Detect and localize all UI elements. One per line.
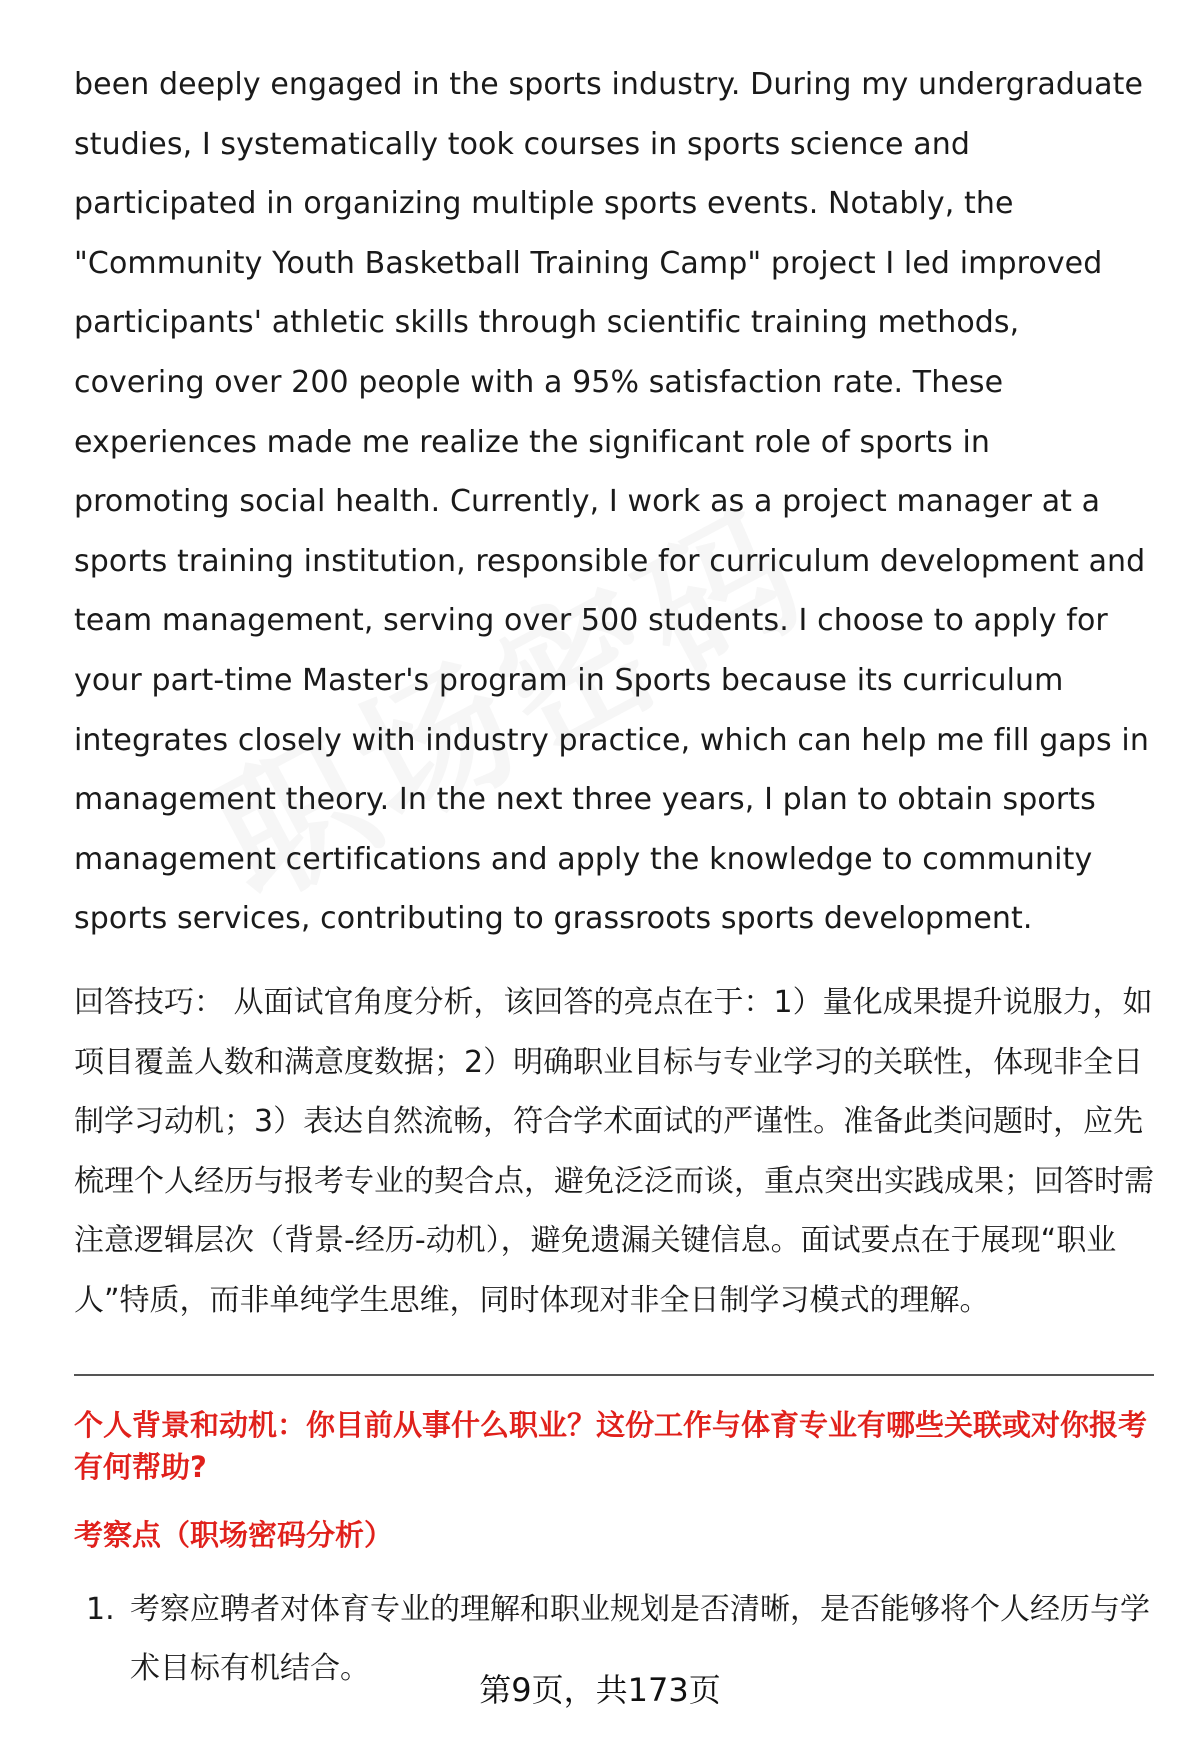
list-item-text: 考察应聘者对体育专业的理解和职业规划是否清晰，是否能够将个人经历与学术目标有机结合。 xyxy=(130,1592,1150,1687)
page-content xyxy=(74,55,1154,1698)
section-heading: 考察点（职场密码分析） xyxy=(74,1518,394,1553)
tips-text: 从面试官角度分析，该回答的亮点在于：1）量化成果提升说服力，如项目覆盖人数和满意度数据；2）明确职业目标与专业学习的关联性，体现非全日制学习动机；3）表达自然流畅，符合学术面试的严谨性。准备此类问题时，应先梳理个人经历与报考专业的契合点，避免泛泛而谈，重点突出实践成果；回答时需注意逻辑层次（背景-经历-动机），避免遗漏关键信息。面试要点在于展现“职业人”特质，而非单纯学生思维，同时体现对非全日制学习模式的理解。 xyxy=(74,984,1154,1318)
section-divider xyxy=(74,1374,1154,1376)
answer-paragraph: been deeply engaged in the sports industry. During my undergraduate studies, I systematically took courses in sports science and participated in organizing multiple sports events. Notably, the "Community Youth Basketball Training Camp" project I led improved participants' athletic skills through scientific training methods, covering over 200 people with a 95% satisfaction rate. These experiences made me realize the significant role of sports in promoting social health. Currently, I work as a project manager at a sports training institution, responsible for curriculum development and team management, serving over 500 students. I choose to apply for your part-time Master's program in Sports because its curriculum integrates closely with industry practice, which can help me fill gaps in management theory. In the next three years, I plan to obtain sports management certifications and apply the knowledge to community sports services, contributing to grassroots sports development. xyxy=(74,67,1149,937)
tips-paragraph xyxy=(74,973,1154,1331)
question-heading: 个人背景和动机：你目前从事什么职业？这份工作与体育专业有哪些关联或对你报考有何帮助? xyxy=(74,1408,1148,1485)
list-item-number: 1. xyxy=(86,1592,115,1628)
tips-label: 回答技巧： xyxy=(74,984,224,1020)
page-number-footer: 第9页，共173页 xyxy=(479,1671,721,1709)
